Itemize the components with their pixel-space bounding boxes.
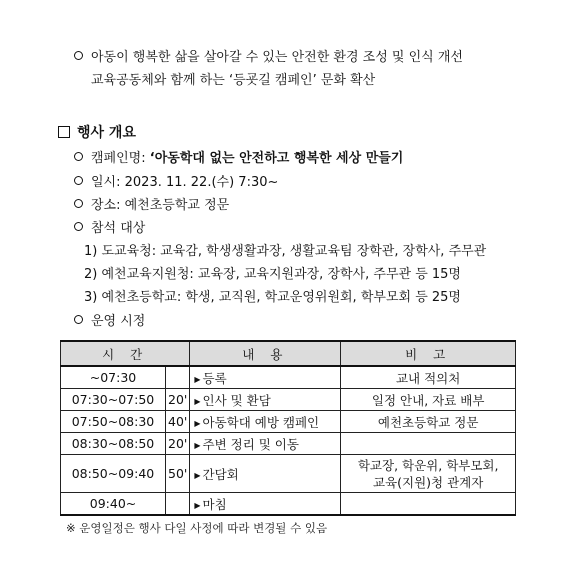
triangle-bullet-icon: ▶ bbox=[194, 470, 201, 480]
circle-bullet-icon bbox=[74, 315, 83, 324]
campaign-name: ‘아동학대 없는 안전하고 행복한 세상 만들기 bbox=[149, 151, 404, 166]
table-row: 07:30~07:50 20' ▶ 인사 및 환담 일정 안내, 자료 배부 bbox=[61, 389, 516, 411]
intro-line-1: 아동이 행복한 삶을 살아갈 수 있는 안전한 환경 조성 및 인식 개선 bbox=[74, 46, 463, 65]
participants-title: 참석 대상 bbox=[74, 217, 145, 236]
table-row: 07:50~08:30 40' ▶ 아동학대 예방 캠페인 예천초등학교 정문 bbox=[61, 411, 516, 433]
participant-item: 1) 도교육청: 교육감, 학생생활과장, 생활교육팀 장학관, 장학사, 주무관 bbox=[84, 244, 487, 259]
circle-bullet-icon bbox=[74, 51, 83, 60]
table-row: 08:30~08:50 20' ▶ 주변 정리 및 이동 bbox=[61, 433, 516, 455]
triangle-bullet-icon: ▶ bbox=[194, 418, 201, 428]
table-row: 09:40~ ▶ 마침 bbox=[61, 493, 516, 516]
header-note: 비 고 bbox=[341, 341, 516, 366]
table-row: ~07:30 ▶ 등록 교내 적의처 bbox=[61, 366, 516, 389]
date-line: 일시: 2023. 11. 22.(수) 7:30~ bbox=[74, 171, 278, 190]
footnote: ※ 운영일정은 행사 다일 사정에 따라 변경될 수 있음 bbox=[66, 521, 328, 535]
place-line: 장소: 예천초등학교 정문 bbox=[74, 194, 229, 213]
table-header-row bbox=[61, 341, 516, 366]
intro-line-2: 교육공동체와 함께 하는 ‘등굣길 캠페인’ 문화 확산 bbox=[91, 73, 376, 88]
participant-item: 2) 예천교육지원청: 교육장, 교육지원과장, 장학사, 주무관 등 15명 bbox=[84, 267, 461, 282]
circle-bullet-icon bbox=[74, 222, 83, 231]
schedule-table bbox=[60, 340, 516, 516]
header-time: 시 간 bbox=[61, 341, 190, 366]
circle-bullet-icon bbox=[74, 152, 83, 161]
campaign-name-line: 캠페인명: ‘아동학대 없는 안전하고 행복한 세상 만들기 bbox=[74, 147, 403, 166]
circle-bullet-icon bbox=[74, 176, 83, 185]
table-row: 08:50~09:40 50' ▶ 간담회 학교장, 학운위, 학부모회, 교육(지원)청 관계자 bbox=[61, 455, 516, 493]
triangle-bullet-icon: ▶ bbox=[194, 440, 201, 450]
triangle-bullet-icon: ▶ bbox=[194, 500, 201, 510]
participant-item: 3) 예천초등학교: 학생, 교직원, 학교운영위원회, 학부모회 등 25명 bbox=[84, 290, 461, 305]
header-content: 내 용 bbox=[190, 341, 341, 366]
triangle-bullet-icon: ▶ bbox=[194, 374, 201, 384]
triangle-bullet-icon: ▶ bbox=[194, 396, 201, 406]
section-title: 행사 개요 bbox=[58, 122, 136, 142]
square-bullet-icon bbox=[58, 126, 70, 138]
circle-bullet-icon bbox=[74, 199, 83, 208]
schedule-title: 운영 시정 bbox=[74, 310, 145, 329]
